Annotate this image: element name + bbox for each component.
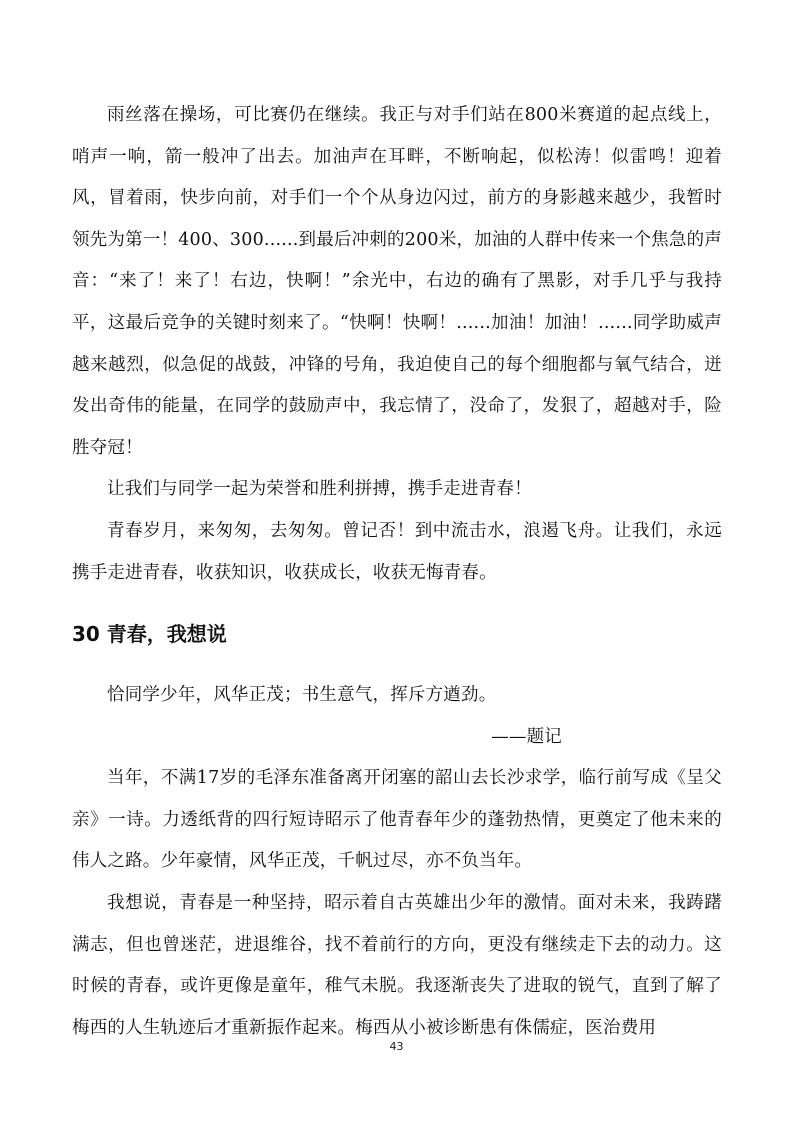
- epigraph-signature: ——题记: [491, 726, 562, 747]
- page-number: 43: [389, 1040, 404, 1053]
- section-a-body: [72, 95, 722, 594]
- epigraph: 恰同学少年，风华正茂；书生意气，挥斥方遒劲。: [107, 685, 497, 705]
- paragraph-i-want-to-say: 我想说，青春是一种坚持，昭示着自古英雄出少年的激情。面对未来，我踌躇满志，但也曾迷茫，进退维谷，找不着前行的方向，更没有继续走下去的动力。这时候的青春，或许更像是童年，稚气未脱。我逐渐丧失了进取的锐气，直到了解了梅西的人生轨迹后才重新振作起来。梅西从小被诊断患有侏儒症，医治费用: [72, 892, 722, 1038]
- paragraph-race: 雨丝落在操场，可比赛仍在继续。我正与对手们站在800米赛道的起点线上，哨声一响，箭一般冲了出去。加油声在耳畔，不断响起，似松涛！似雷鸣！迎着风，冒着雨，快步向前，对手们一个个从身边闪过，前方的身影越来越少，我暂时领先为第一！400、300......到最后冲刺的200米，加油的人群中传来一个焦急的声音：“来了！来了！右边，快啊！”余光中，右边的确有了黑影，对手几乎与我持平，这最后竞争的关键时刻来了。“快啊！快啊！......加油！加油！......同学助威声越来越烈，似急促的战鼓，冲锋的号角，我迫使自己的每个细胞都与氧气结合，迸发出奇伟的能量，在同学的鼓励声中，我忘情了，没命了，发狠了，超越对手，险胜夺冠！: [72, 105, 722, 458]
- section-b-heading: 30 青春，我想说: [72, 622, 227, 646]
- paragraph-mao: 当年，不满17岁的毛泽东准备离开闭塞的韶山去长沙求学，临行前写成《呈父亲》一诗。力透纸背的四行短诗昭示了他青春年少的蓬勃热情，更奠定了他未来的伟人之路。少年豪情，风华正茂，千帆过尽，亦不负当年。: [72, 768, 722, 872]
- section-b-body: [72, 675, 722, 1049]
- paragraph-together: 让我们与同学一起为荣誉和胜利拼搏，携手走进青春！: [107, 479, 532, 500]
- paragraph-youth-years: 青春岁月，来匆匆，去匆匆。曾记否！到中流击水，浪遏飞舟。让我们，永远携手走进青春，收获知识，收获成长，收获无悔青春。: [72, 520, 722, 583]
